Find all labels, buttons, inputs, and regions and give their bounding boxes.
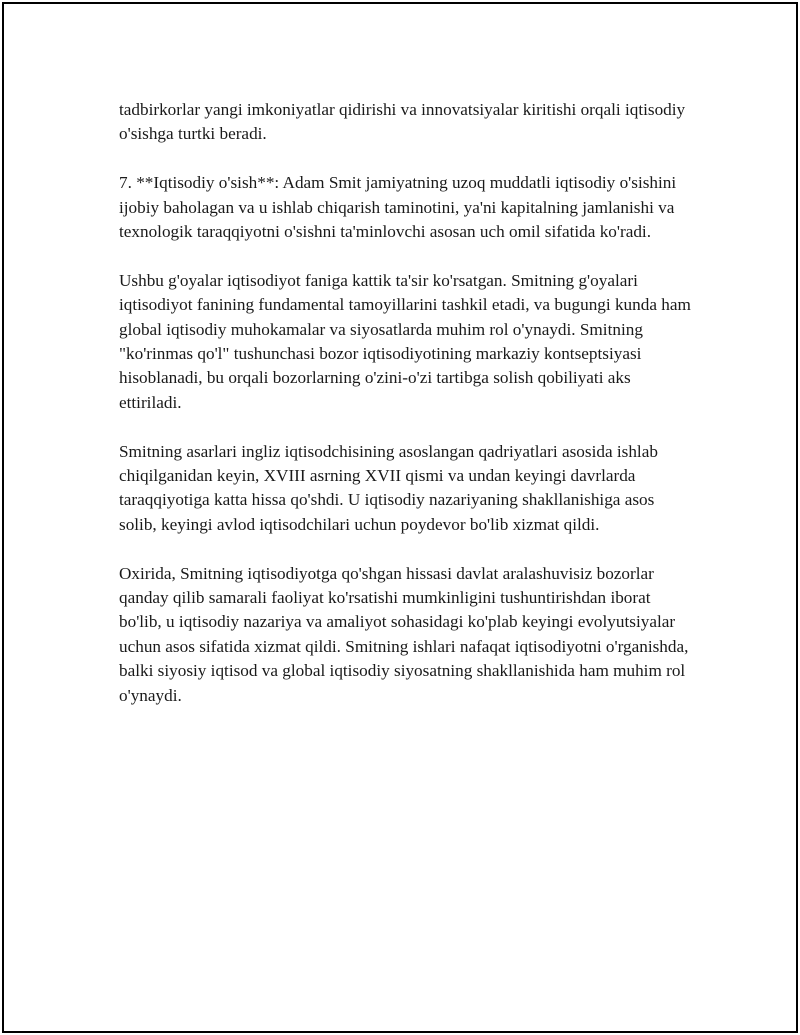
paragraph-4: Smitning asarlari ingliz iqtisodchisining asoslangan qadriyatlari asosida ishlab chiqilganidan keyin, XVIII asrning XVII qismi va undan keyingi davrlarda taraqqiyotiga katta hissa qo'shdi. U iqtisodiy nazariyaning shakllanishiga asos solib, keyingi avlod iqtisodchilari uchun poydevor bo'lib xizmat qildi.	[119, 441, 658, 534]
paragraph-1: tadbirkorlar yangi imkoniyatlar qidirishi va innovatsiyalar kiritishi orqali iqtisodiy o'sishga turtki beradi.	[119, 100, 686, 144]
paragraph-3: Ushbu g'oyalar iqtisodiyot faniga kattik ta'sir ko'rsatgan. Smitning g'oyalari iqtisodiyot fanining fundamental tamoyillarini tashkil etadi, va bugungi kunda ham global iqtisodiy muhokamalar va siyosatlarda muhim rol o'ynaydi. Smitning "ko'rinmas qo'l" tushunchasi bozor iqtisodiyotining markaziy kontseptsiyasi hisoblanadi, bu orqali bozorlarning o'zini-o'zi tartibga solish qobiliyati aks ettiriladi.	[119, 270, 691, 412]
paragraph-2: 7. **Iqtisodiy o'sish**: Adam Smit jamiyatning uzoq muddatli iqtisodiy o'sishini ijobiy baholagan va u ishlab chiqarish taminotini, ya'ni kapitalning jamlanishi va texnologik taraqqiyotni o'sishni ta'minlovchi asosan uch omil sifatida ko'radi.	[119, 173, 677, 242]
document-body	[119, 98, 694, 732]
document-page	[2, 2, 798, 1033]
paragraph-5: Oxirida, Smitning iqtisodiyotga qo'shgan hissasi davlat aralashuvisiz bozorlar qanday qilib samarali faoliyat ko'rsatishi mumkinligini tushuntirishdan iborat bo'lib, u iqtisodiy nazariya va amaliyot sohasidagi ko'plab keyingi evolyutsiyalar uchun asos sifatida xizmat qildi. Smitning ishlari nafaqat iqtisodiyotni o'rganishda, balki siyosiy iqtisod va global iqtisodiy siyosatning shakllanishida ham muhim rol o'ynaydi.	[119, 563, 689, 705]
